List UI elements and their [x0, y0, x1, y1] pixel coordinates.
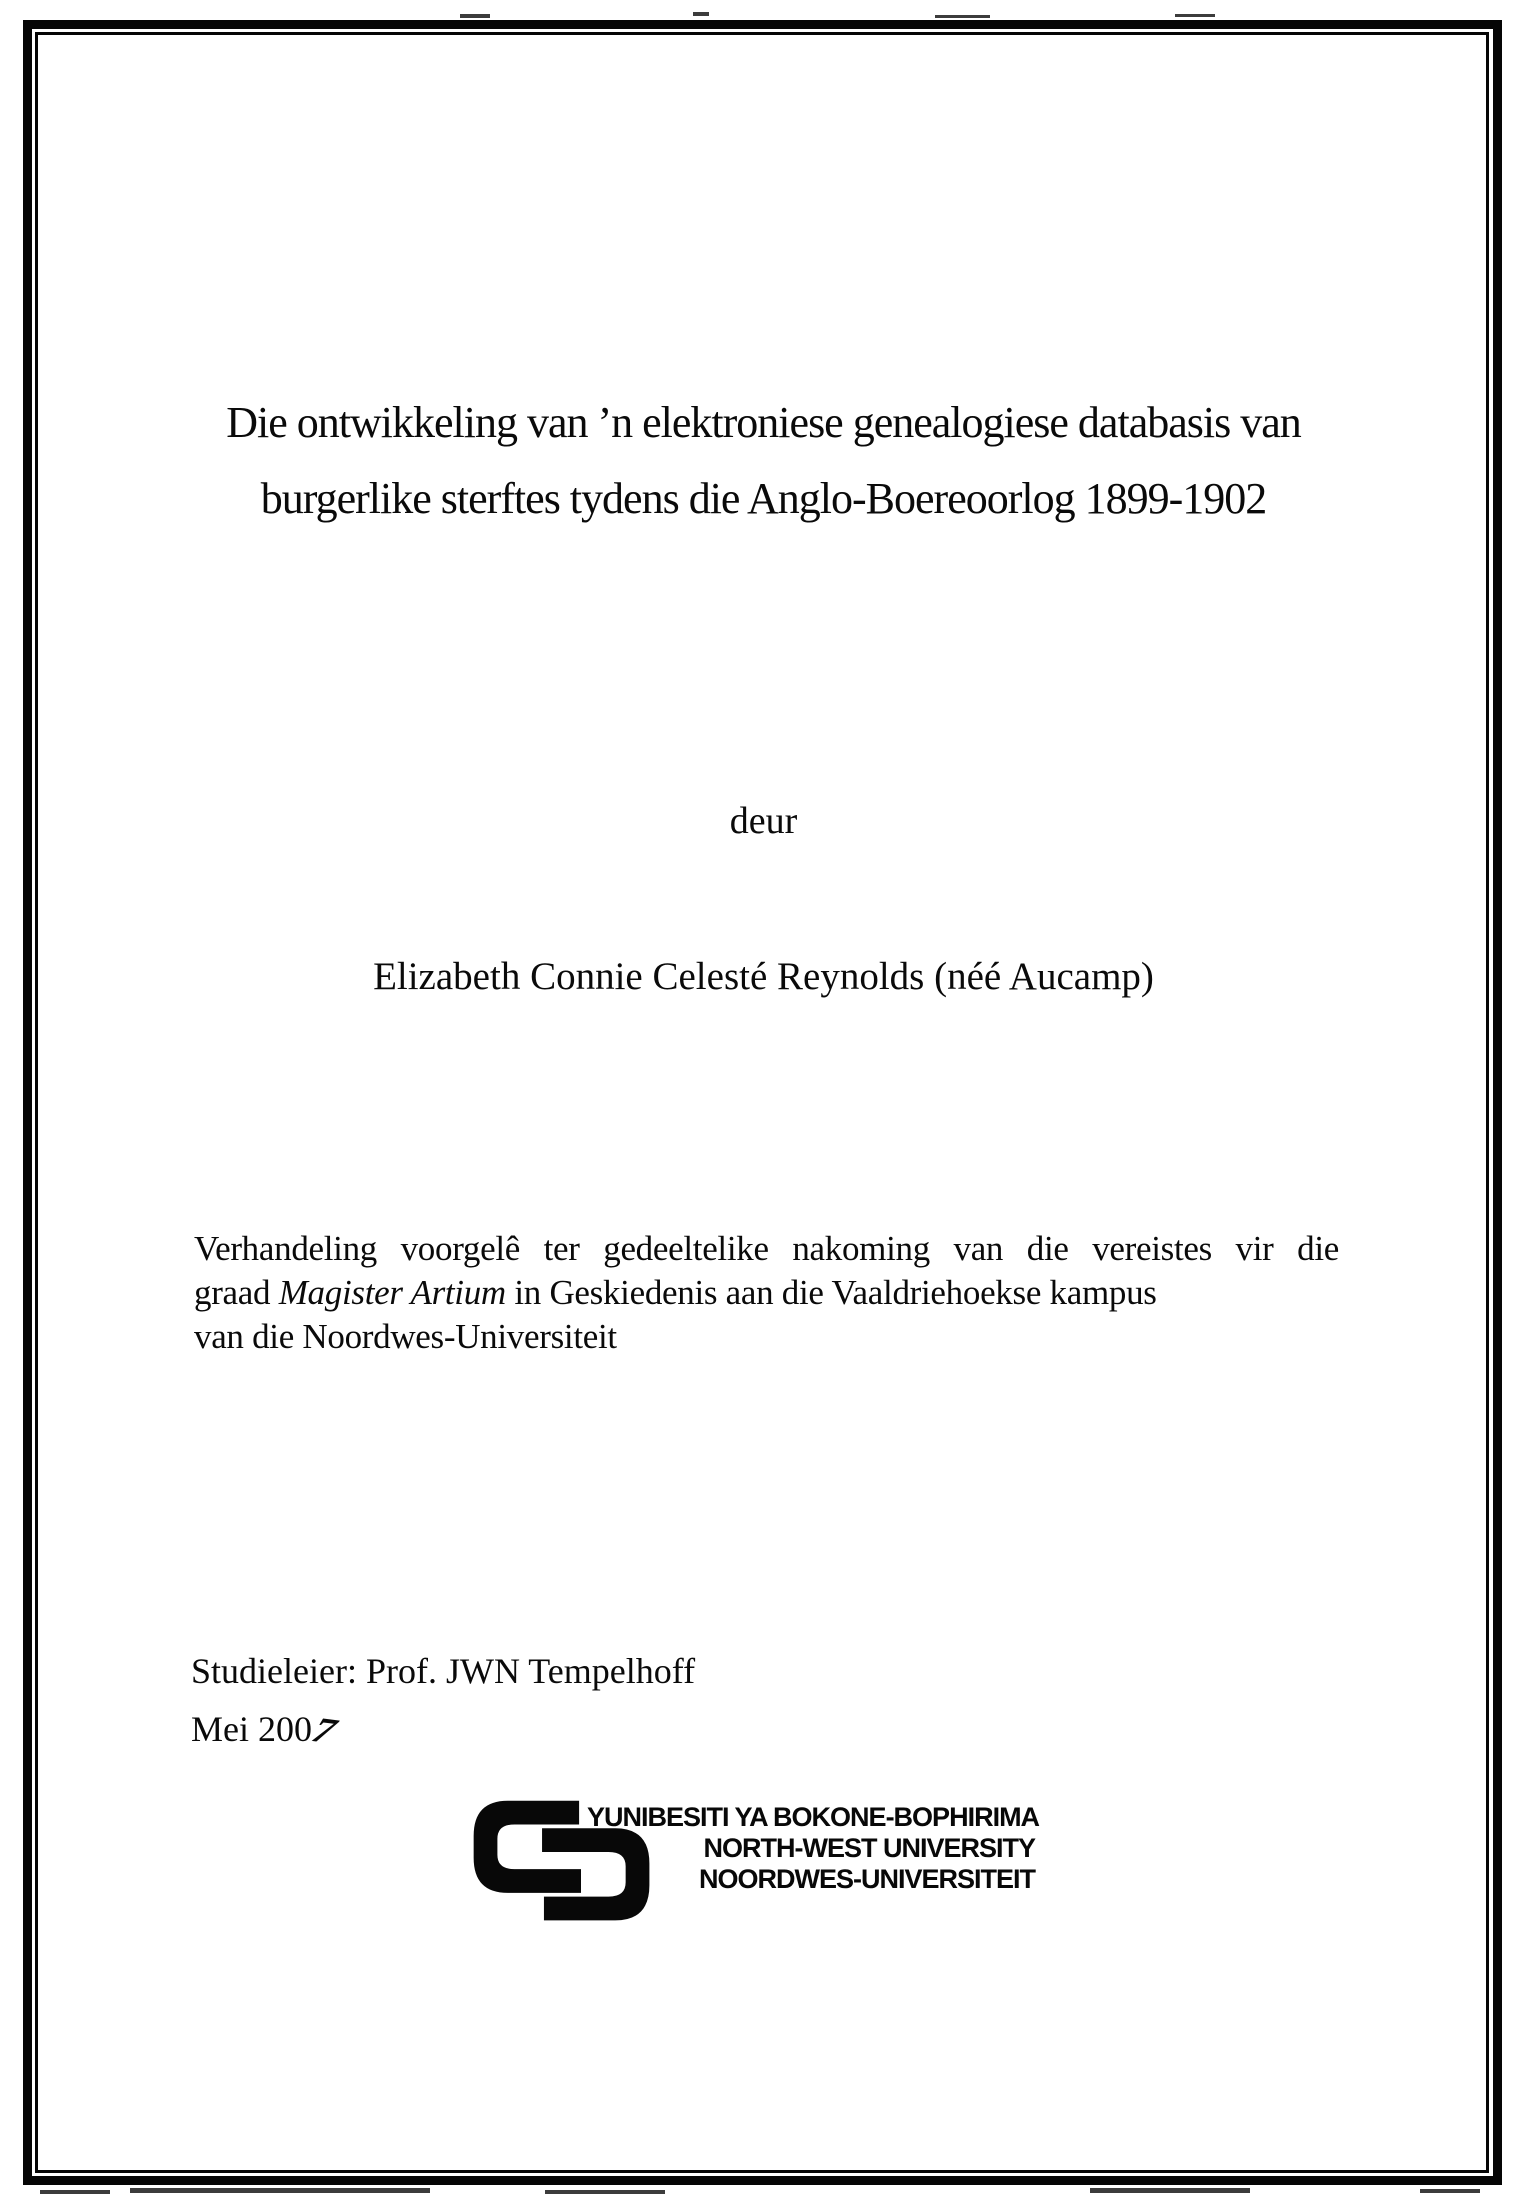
statement-line2	[194, 1271, 1339, 1315]
logo-line-english: NORTH-WEST UNIVERSITY	[703, 1833, 1035, 1863]
scan-artifact	[460, 14, 490, 18]
scan-artifact	[1090, 2188, 1250, 2193]
date-line	[191, 1700, 695, 1758]
university-logo-text	[587, 1802, 1040, 1895]
logo-line-setswana: YUNIBESITI YA BOKONE-BOPHIRIMA	[587, 1802, 1040, 1832]
supervisor-block	[191, 1642, 695, 1758]
supervisor-line: Studieleier: Prof. JWN Tempelhoff	[191, 1651, 696, 1691]
logo-line-afrikaans: NOORDWES-UNIVERSITEIT	[698, 1864, 1035, 1894]
scan-artifact	[935, 15, 990, 18]
university-logo	[467, 1797, 1067, 1937]
statement-line1: Verhandeling voorgelê ter gedeeltelike nakoming van die vereistes vir die	[194, 1229, 1339, 1268]
date-prefix: Mei 200	[191, 1709, 312, 1749]
byline-deur: deur	[729, 800, 798, 842]
scan-artifact	[40, 2190, 110, 2194]
thesis-title-line1: Die ontwikkeling van ’n elektroniese genealogiese databasis van	[226, 398, 1301, 447]
submission-statement	[194, 1227, 1339, 1359]
scan-artifact	[1175, 14, 1215, 17]
thesis-title	[60, 385, 1467, 537]
statement-degree-name: Magister Artium	[278, 1273, 506, 1312]
thesis-title-line2: burgerlike sterftes tydens die Anglo-Boereoorlog 1899-1902	[260, 474, 1267, 523]
statement-line3: van die Noordwes-Universiteit	[194, 1317, 617, 1356]
scan-artifact	[545, 2190, 665, 2194]
author-name: Elizabeth Connie Celesté Reynolds (néé Aucamp)	[373, 955, 1154, 998]
scan-artifact	[1420, 2189, 1480, 2193]
statement-line2-suffix: in Geskiedenis aan die Vaaldriehoekse kampus	[505, 1273, 1157, 1312]
statement-line2-prefix: graad	[194, 1273, 279, 1312]
scan-artifact	[693, 12, 709, 16]
scan-artifact	[130, 2188, 430, 2193]
date-last-digit: 7	[302, 1710, 346, 1751]
